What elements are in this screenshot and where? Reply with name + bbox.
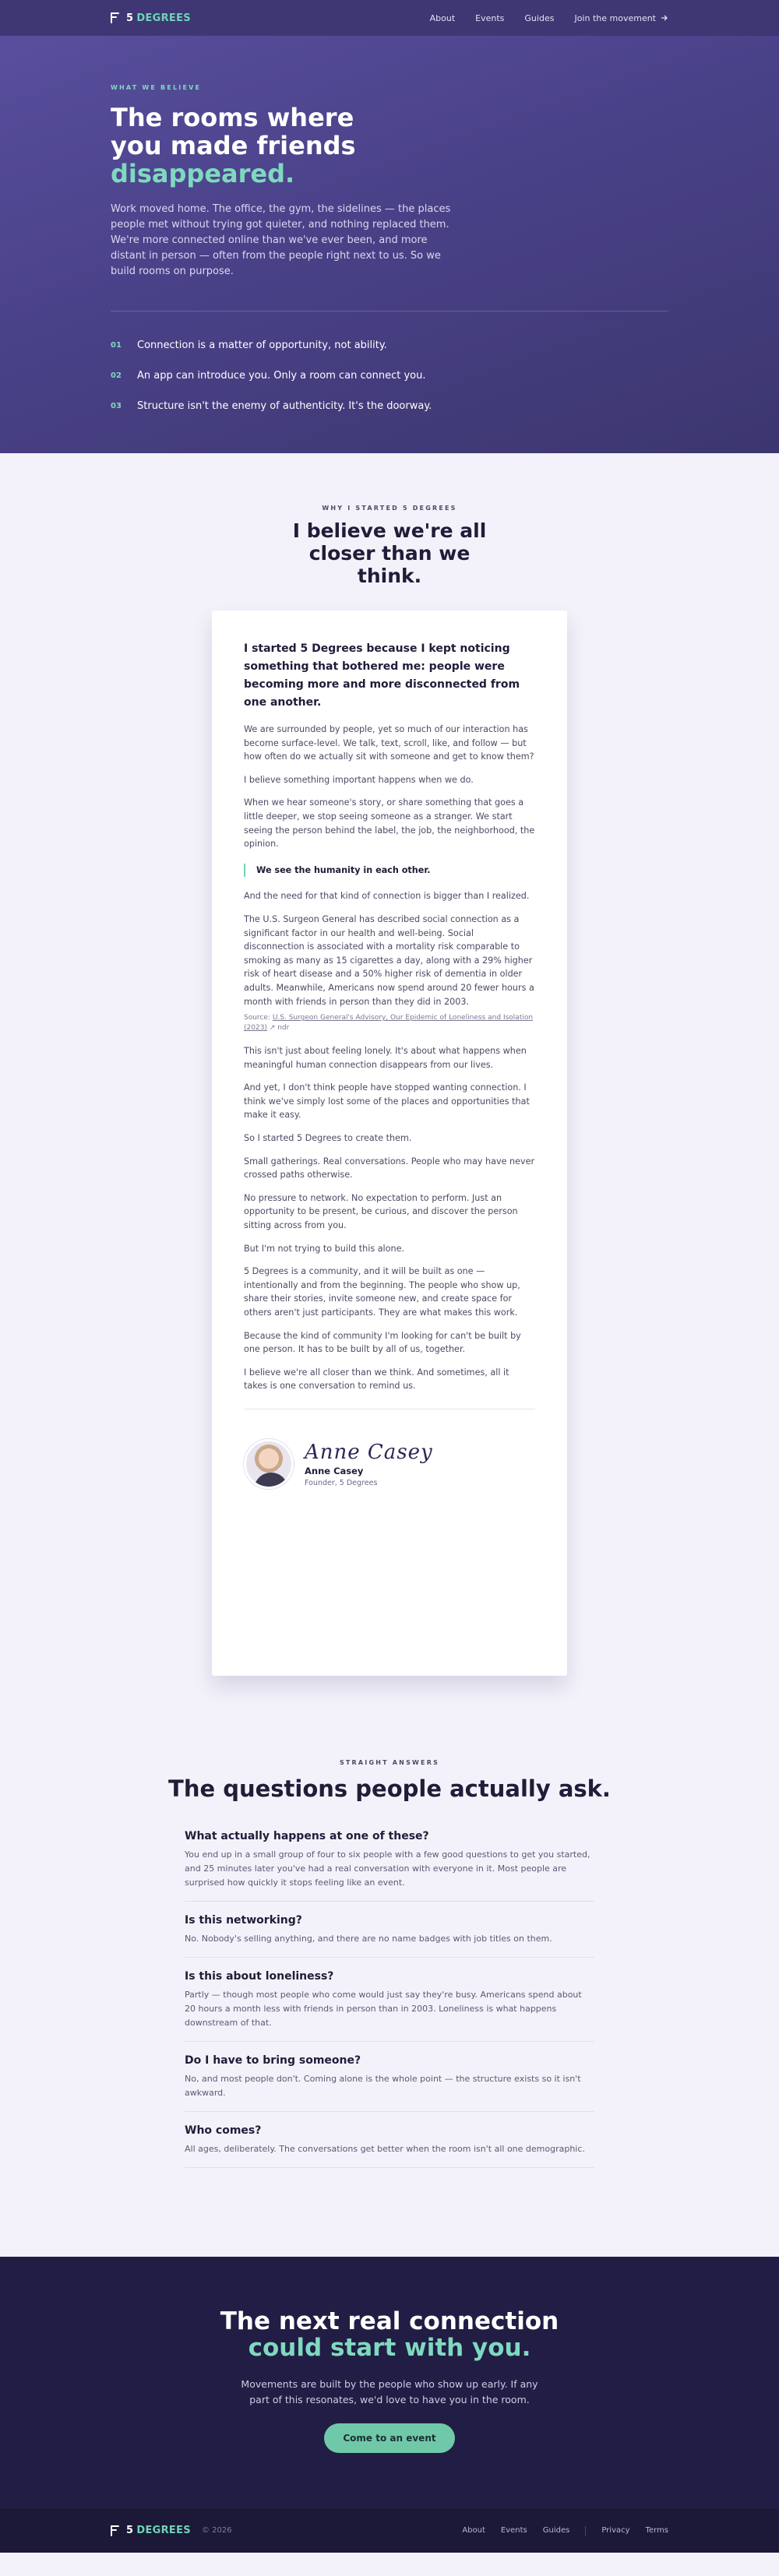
faq-question: Is this networking? — [185, 1914, 302, 1927]
site-footer — [0, 2507, 779, 2553]
pillar-text: Connection is a matter of opportunity, not ability. — [137, 340, 387, 351]
why-title: I believe we're all closer than we think. — [292, 519, 487, 587]
brand-wordmark: 5 DEGREES — [126, 2525, 191, 2536]
faq-section — [0, 1759, 779, 2257]
letter-signature — [244, 1439, 535, 1489]
footer-links — [462, 2526, 668, 2536]
faq-question: Who comes? — [185, 2124, 262, 2137]
logo-mark-icon — [111, 2525, 120, 2536]
cta-section — [0, 2257, 779, 2507]
footer-logo[interactable] — [111, 2525, 191, 2536]
nav-links — [430, 13, 668, 23]
cta-title — [0, 2308, 779, 2361]
letter-paragraph: Small gatherings. Real conversations. People who may have never crossed paths otherwise. — [244, 1156, 535, 1181]
hero-eyebrow: WHAT WE BELIEVE — [111, 84, 202, 91]
footer-link-privacy[interactable]: Privacy — [601, 2526, 630, 2535]
nav-link-about[interactable]: About — [429, 12, 456, 23]
belief-pillars — [111, 330, 668, 421]
faq-eyebrow: STRAIGHT ANSWERS — [339, 1759, 440, 1766]
faq-question: What actually happens at one of these? — [185, 1830, 429, 1842]
faq-item — [185, 1828, 594, 1902]
hero-title-line2: you made friends — [111, 131, 356, 160]
footer-separator — [585, 2526, 586, 2536]
signature-script: Anne Casey — [305, 1440, 433, 1464]
faq-answer: You end up in a small group of four to six people with a few good questions to get you started, and 25 minutes later you've had a real conversation with everyone in it. Most people are surprised how quickly it stops feeling like an event. — [185, 1849, 590, 1888]
faq-answer: Partly — though most people who come would just say they're busy. Americans spend about 20 hours a month less with friends in person than in 2003. Loneliness is what happens downstream of that. — [185, 1990, 582, 2028]
source-prefix: Source: — [244, 1014, 270, 1022]
pillar-item — [111, 330, 668, 361]
letter-paragraph: But I'm not trying to build this alone. — [244, 1243, 405, 1254]
nav-link-guides[interactable]: Guides — [524, 12, 555, 23]
pillar-item — [111, 361, 668, 391]
founder-avatar — [244, 1439, 294, 1489]
pillar-number: 02 — [111, 371, 122, 380]
faq-item — [185, 2042, 594, 2112]
letter-paragraph: I believe something important happens when we do. — [244, 774, 474, 785]
letter-paragraph: No pressure to network. No expectation to perform. Just an opportunity to be present, be curious, and discover the person sitting across from you. — [244, 1192, 518, 1231]
cta-body: Movements are built by the people who show up early. If any part of this resonates, we'd love to have you in the room. — [241, 2378, 538, 2405]
cta-title-line1: The next real connection — [220, 2307, 559, 2335]
faq-list — [185, 1828, 594, 2168]
hero-lede: Work moved home. The office, the gym, the sidelines — the places people met without trying got quieter, and nothing replaced them. We're more connected online than we've ever been, and more distant in person — often from the people right next to us. So we build rooms on purpose. — [111, 203, 451, 277]
pillar-number: 03 — [111, 402, 122, 410]
source-suffix: ↗ ndr — [269, 1024, 290, 1033]
hero-section — [0, 0, 779, 453]
hero-title-accent: disappeared. — [111, 159, 295, 188]
come-to-event-button[interactable]: Come to an event — [324, 2423, 454, 2453]
footer-link-terms[interactable]: Terms — [645, 2526, 668, 2535]
pillar-text: An app can introduce you. Only a room can connect you. — [137, 370, 426, 382]
letter-paragraph: We are surrounded by people, yet so much of our interaction has become surface-level. We talk, text, scroll, like, and follow — but how often do we actually sit with someone and get to know them? — [244, 724, 534, 762]
faq-answer: No, and most people don't. Coming alone is the whole point — the structure exists so it isn't awkward. — [185, 2074, 581, 2098]
footer-link-about[interactable]: About — [462, 2526, 485, 2535]
signature-name: Anne Casey — [305, 1465, 364, 1476]
letter-paragraph: When we hear someone's story, or share something that goes a little deeper, we stop seeing someone as a stranger. We start seeing the person behind the label, the job, the neighborhood, the opinion. — [244, 797, 535, 850]
top-nav — [0, 0, 779, 36]
join-movement-label: Join the movement — [574, 12, 656, 23]
faq-item — [185, 1958, 594, 2042]
pillar-number: 01 — [111, 341, 122, 350]
footer-link-events[interactable]: Events — [500, 2526, 527, 2535]
footer-link-guides[interactable]: Guides — [542, 2526, 570, 2535]
source-link[interactable]: U.S. Surgeon General's Advisory, Our Epidemic of Loneliness and Isolation (2023) — [244, 1014, 534, 1033]
join-movement-link[interactable] — [574, 13, 668, 23]
brand-logo[interactable] — [111, 12, 191, 24]
brand-wordmark: 5 DEGREES — [126, 12, 191, 24]
pillar-text: Structure isn't the enemy of authenticity. It's the doorway. — [137, 400, 432, 412]
why-eyebrow: WHY I STARTED 5 DEGREES — [322, 505, 457, 512]
faq-question: Do I have to bring someone? — [185, 2054, 361, 2067]
letter-paragraph: And yet, I don't think people have stopped wanting connection. I think we've simply lost some of the places and opportunities that make it easy. — [244, 1082, 530, 1121]
hero-title — [111, 104, 438, 188]
faq-question: Is this about loneliness? — [185, 1970, 334, 1983]
founder-letter-section — [0, 453, 779, 1759]
signature-block — [305, 1441, 433, 1487]
letter-paragraph: Because the kind of community I'm looking for can't be built by one person. It has to be built by all of us, together. — [244, 1330, 521, 1355]
faq-item — [185, 2112, 594, 2168]
pillar-item — [111, 391, 668, 421]
cta-title-accent: could start with you. — [248, 2334, 531, 2362]
faq-item — [185, 1902, 594, 1958]
logo-mark-icon — [111, 12, 120, 23]
faq-answer: All ages, deliberately. The conversations get better when the room isn't all one demographic. — [185, 2144, 585, 2154]
letter-paragraph: The U.S. Surgeon General has described social connection as a significant factor in our health and well-being. Social disconnection is associated with a mortality risk comparable to smoking as many as 15 cigarettes a day, along with a 29% higher risk of heart disease and a 50% higher risk of dementia in older adults. Meanwhile, Americans now spend around 20 fewer hours a month with friends in person than they did in 2003. — [244, 913, 534, 1007]
letter-paragraph: This isn't just about feeling lonely. It's about what happens when meaningful human connection disappears from our lives. — [244, 1046, 527, 1070]
faq-answer: No. Nobody's selling anything, and there are no name badges with job titles on them. — [185, 1934, 552, 1944]
letter-paragraph: 5 Degrees is a community, and it will be built as one — intentionally and from the beginning. The people who show up, share their stories, invite someone new, and create space for others aren't just participants. They are what makes this work. — [244, 1266, 520, 1318]
letter-source — [244, 1013, 535, 1033]
letter-paragraph: So I started 5 Degrees to create them. — [244, 1133, 412, 1144]
nav-link-events[interactable]: Events — [475, 12, 505, 23]
signature-role: Founder, 5 Degrees — [305, 1478, 378, 1487]
letter-paragraph: I believe we're all closer than we think. And sometimes, all it takes is one conversation to remind us. — [244, 1367, 509, 1392]
letter-pull-quote: We see the humanity in each other. — [244, 864, 535, 878]
letter-paragraph: And the need for that kind of connection is bigger than I realized. — [244, 891, 530, 902]
founder-letter-card — [212, 611, 567, 1676]
arrow-right-icon — [661, 14, 668, 22]
hero-title-line1: The rooms where — [111, 103, 354, 132]
faq-title: The questions people actually ask. — [168, 1775, 611, 1802]
footer-copyright: © 2026 — [201, 2526, 232, 2535]
letter-intro: I started 5 Degrees because I kept noticing something that bothered me: people were becoming more and more disconnected from one another. — [244, 642, 520, 709]
